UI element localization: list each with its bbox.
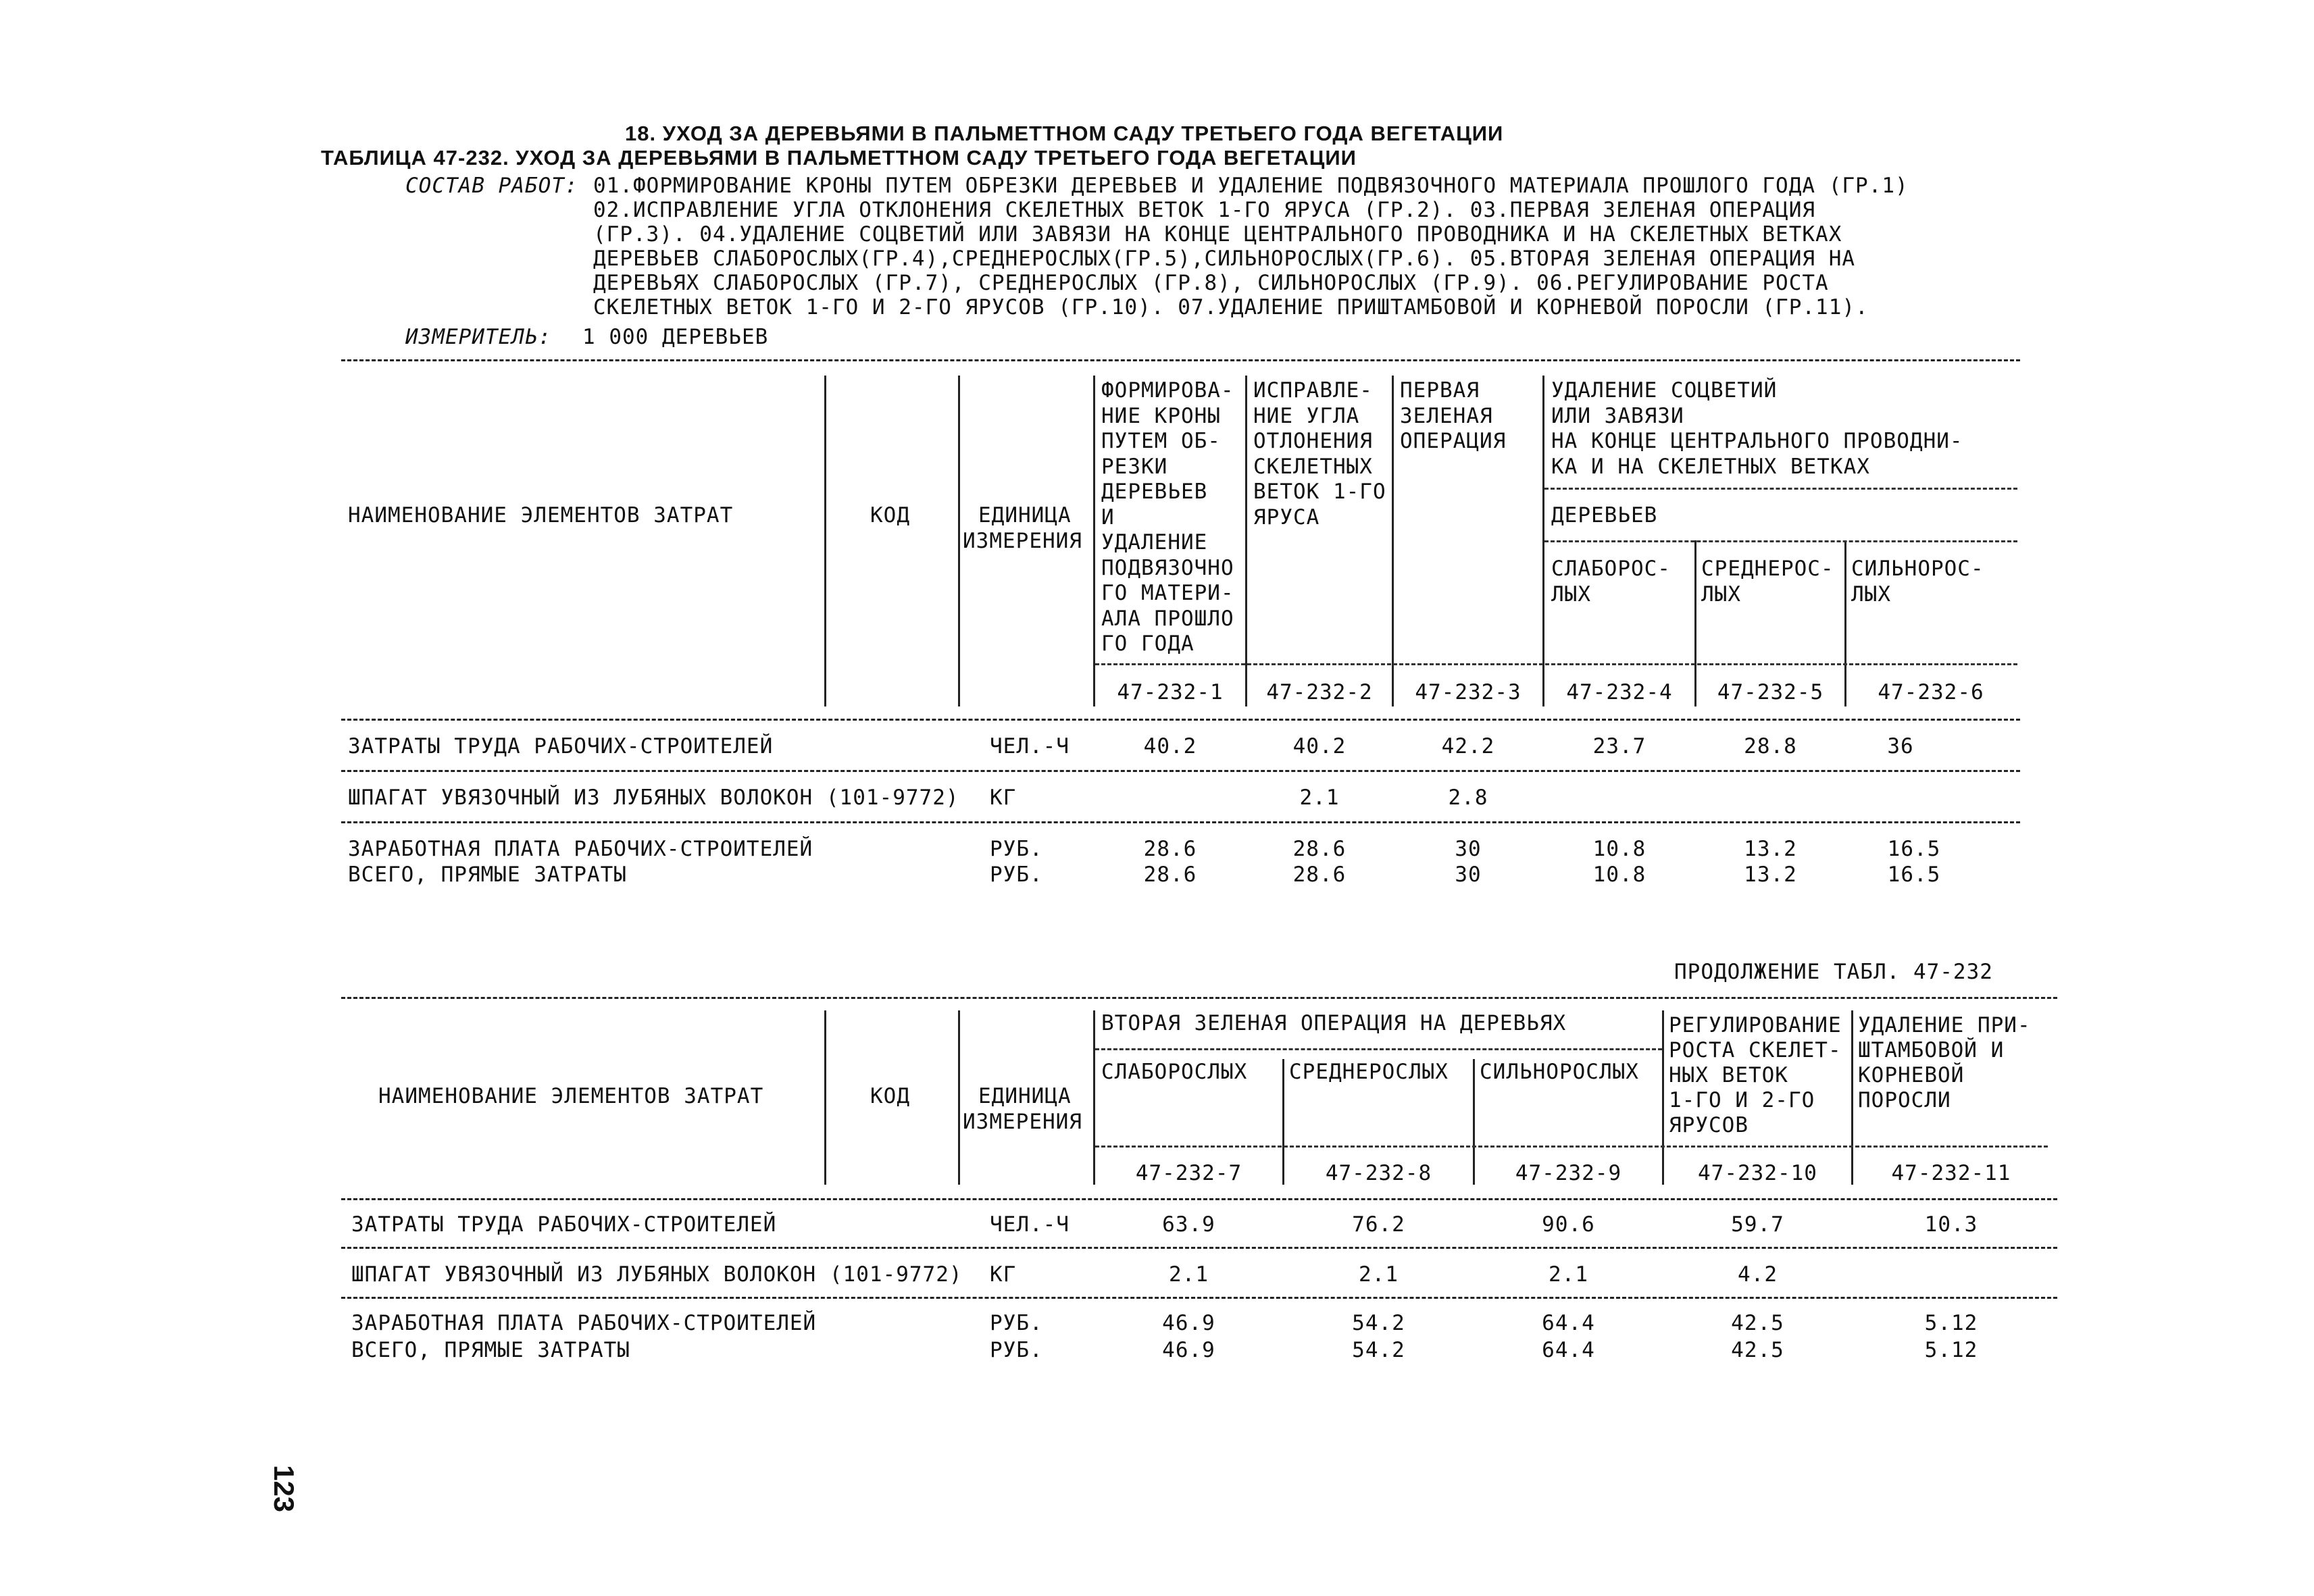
t1-row-rule — [341, 770, 2020, 772]
t2-code-7: 47-232-7 — [1135, 1161, 1242, 1185]
t2-header-bottom-rule — [341, 1198, 2057, 1200]
table-title: ТАБЛИЦА 47-232. УХОД ЗА ДЕРЕВЬЯМИ В ПАЛЬМЕТТНОМ САДУ ТРЕТЬЕГО ГОДА ВЕГЕТАЦИИ — [321, 146, 1357, 170]
row-unit: РУБ. — [990, 1311, 1043, 1335]
row-value: 40.2 — [1143, 734, 1197, 758]
t1-col1-head: ФОРМИРОВА- НИЕ КРОНЫ ПУТЕМ ОБ- РЕЗКИ ДЕРЕВЬЕВ И УДАЛЕНИЕ ПОДВЯЗОЧНО ГО МАТЕРИ- АЛА ПРОШЛО ГО ГОДА — [1101, 378, 1234, 656]
t2-col9-head: СИЛЬНОРОСЛЫХ — [1480, 1060, 1639, 1084]
row-value: 28.6 — [1292, 863, 1347, 887]
row-value: 28.8 — [1744, 734, 1797, 758]
row-value: 46.9 — [1162, 1338, 1215, 1362]
row-value: 16.5 — [1887, 837, 1941, 861]
t1-vline-code — [958, 376, 960, 706]
row-value: 30 — [1455, 863, 1482, 887]
work-line-1: 01.ФОРМИРОВАНИЕ КРОНЫ ПУТЕМ ОБРЕЗКИ ДЕРЕВЬЕВ И УДАЛЕНИЕ ПОДВЯЗОЧНОГО МАТЕРИАЛА ПРОШЛОГО ГОДА (ГР.1) — [593, 174, 1909, 198]
row-name: ЗАТРАТЫ ТРУДА РАБОЧИХ-СТРОИТЕЛЕЙ — [348, 734, 774, 758]
t2-code-8: 47-232-8 — [1325, 1161, 1432, 1185]
t1-code-4: 47-232-4 — [1566, 680, 1673, 704]
t1-head-unit-1: ЕДИНИЦА — [978, 503, 1072, 527]
row-unit: РУБ. — [990, 863, 1043, 887]
t2-code-10: 47-232-10 — [1698, 1161, 1817, 1185]
work-line-2: 02.ИСПРАВЛЕНИЕ УГЛА ОТКЛОНЕНИЯ СКЕЛЕТНЫХ ВЕТОК 1-ГО ЯРУСА (ГР.2). 03.ПЕРВАЯ ЗЕЛЕНАЯ ОПЕРАЦИЯ — [593, 198, 1816, 222]
row-name: ВСЕГО, ПРЯМЫЕ ЗАТРАТЫ — [348, 863, 627, 887]
row-value: 2.1 — [1299, 786, 1340, 810]
t1-col4-head: СЛАБОРОС- ЛЫХ — [1551, 557, 1671, 607]
row-value: 28.6 — [1143, 837, 1197, 861]
row-unit: КГ — [990, 1262, 1017, 1287]
t2-col7-head: СЛАБОРОСЛЫХ — [1101, 1060, 1248, 1084]
work-line-5: ДЕРЕВЬЯХ СЛАБОРОСЛЫХ (ГР.7), СРЕДНЕРОСЛЫХ (ГР.8), СИЛЬНОРОСЛЫХ (ГР.9). 06.РЕГУЛИРОВАНИЕ РОСТА — [593, 271, 1829, 295]
t1-rule-subgroup — [1544, 540, 2017, 542]
row-value: 2.1 — [1549, 1262, 1588, 1287]
t2-col10-head: РЕГУЛИРОВАНИЕ РОСТА СКЕЛЕТ- НЫХ ВЕТОК 1-ГО И 2-ГО ЯРУСОВ — [1669, 1013, 1842, 1137]
t1-col3-head: ПЕРВАЯ ЗЕЛЕНАЯ ОПЕРАЦИЯ — [1400, 378, 1507, 453]
continuation-label: ПРОДОЛЖЕНИЕ ТАБЛ. 47-232 — [1674, 960, 1993, 984]
row-value: 40.2 — [1292, 734, 1347, 758]
t1-code-6: 47-232-6 — [1878, 680, 1984, 704]
page-number: 123 — [268, 1464, 301, 1513]
t2-row-rule — [341, 1297, 2057, 1299]
t1-head-unit-2: ИЗМЕРЕНИЯ — [963, 529, 1082, 553]
work-line-3: (ГР.3). 04.УДАЛЕНИЕ СОЦВЕТИЙ ИЛИ ЗАВЯЗИ НА КОНЦЕ ЦЕНТРАЛЬНОГО ПРОВОДНИКА И НА СКЕЛЕТНЫХ ВЕТКАХ — [593, 222, 1842, 247]
work-line-4: ДЕРЕВЬЕВ СЛАБОРОСЛЫХ(ГР.4),СРЕДНЕРОСЛЫХ(ГР.5),СИЛЬНОРОСЛЫХ(ГР.6). 05.ВТОРАЯ ЗЕЛЕНАЯ ОПЕРАЦИЯ НА — [593, 247, 1856, 271]
t2-head-unit-2: ИЗМЕРЕНИЯ — [963, 1110, 1082, 1134]
t2-vline-name — [824, 1010, 826, 1185]
row-value: 63.9 — [1162, 1212, 1215, 1237]
t1-vline-c1 — [1245, 376, 1247, 706]
t2-code-11: 47-232-11 — [1891, 1161, 2011, 1185]
row-unit: КГ — [990, 786, 1017, 810]
t1-rule-codes — [1095, 663, 2017, 665]
t2-head-code: КОД — [870, 1084, 910, 1108]
row-value: 13.2 — [1744, 837, 1797, 861]
t2-rule-group — [1095, 1048, 1662, 1050]
t2-vline-c9 — [1662, 1010, 1664, 1185]
row-value: 36 — [1887, 734, 1914, 758]
t1-vline-unit — [1093, 376, 1095, 706]
row-unit: ЧЕЛ.-Ч — [990, 734, 1070, 758]
row-value: 4.2 — [1738, 1262, 1778, 1287]
row-name: ШПАГАТ УВЯЗОЧНЫЙ ИЗ ЛУБЯНЫХ ВОЛОКОН (101-9772) — [348, 786, 959, 810]
t1-code-2: 47-232-2 — [1266, 680, 1373, 704]
table1-top-rule — [341, 359, 2020, 361]
row-unit: РУБ. — [990, 837, 1043, 861]
row-value: 28.6 — [1143, 863, 1197, 887]
t1-vline-name — [824, 376, 826, 706]
row-value: 23.7 — [1592, 734, 1646, 758]
row-name: ШПАГАТ УВЯЗОЧНЫЙ ИЗ ЛУБЯНЫХ ВОЛОКОН (101-9772) — [351, 1262, 963, 1287]
t1-rule-group — [1544, 488, 2017, 490]
t1-col2-head: ИСПРАВЛЕ- НИЕ УГЛА ОТЛОНЕНИЯ СКЕЛЕТНЫХ ВЕТОК 1-ГО ЯРУСА — [1253, 378, 1386, 530]
row-value: 10.3 — [1924, 1212, 1978, 1237]
row-value: 28.6 — [1292, 837, 1347, 861]
row-value: 10.8 — [1592, 863, 1646, 887]
t1-row-rule — [341, 821, 2020, 823]
t1-code-1: 47-232-1 — [1117, 680, 1224, 704]
t1-subgroup-head: ДЕРЕВЬЕВ — [1551, 503, 1658, 527]
meter-label: ИЗМЕРИТЕЛЬ: — [405, 325, 552, 349]
t2-code-9: 47-232-9 — [1515, 1161, 1622, 1185]
row-value: 2.1 — [1169, 1262, 1209, 1287]
row-name: ВСЕГО, ПРЯМЫЕ ЗАТРАТЫ — [351, 1338, 630, 1362]
row-value: 5.12 — [1924, 1338, 1978, 1362]
t2-vline-code — [958, 1010, 960, 1185]
t2-row-rule — [341, 1247, 2057, 1249]
t1-head-code: КОД — [870, 503, 910, 527]
row-value: 64.4 — [1542, 1311, 1595, 1335]
t1-vline-c2 — [1392, 376, 1394, 706]
row-value: 30 — [1455, 837, 1482, 861]
section-title: 18. УХОД ЗА ДЕРЕВЬЯМИ В ПАЛЬМЕТТНОМ САДУ ТРЕТЬЕГО ГОДА ВЕГЕТАЦИИ — [625, 122, 1504, 145]
row-value: 5.12 — [1924, 1311, 1978, 1335]
row-name: ЗАТРАТЫ ТРУДА РАБОЧИХ-СТРОИТЕЛЕЙ — [351, 1212, 777, 1237]
row-value: 16.5 — [1887, 863, 1941, 887]
t1-code-3: 47-232-3 — [1415, 680, 1521, 704]
row-value: 90.6 — [1542, 1212, 1595, 1237]
t2-col8-head: СРЕДНЕРОСЛЫХ — [1289, 1060, 1449, 1084]
t1-col5-head: СРЕДНЕРОС- ЛЫХ — [1701, 557, 1834, 607]
t2-rule-codes — [1095, 1145, 2048, 1148]
row-name: ЗАРАБОТНАЯ ПЛАТА РАБОЧИХ-СТРОИТЕЛЕЙ — [348, 837, 813, 861]
row-value: 46.9 — [1162, 1311, 1215, 1335]
row-value: 64.4 — [1542, 1338, 1595, 1362]
t2-head-name: НАИМЕНОВАНИЕ ЭЛЕМЕНТОВ ЗАТРАТ — [378, 1084, 764, 1108]
row-value: 54.2 — [1352, 1338, 1405, 1362]
t2-head-unit-1: ЕДИНИЦА — [978, 1084, 1072, 1108]
row-unit: РУБ. — [990, 1338, 1043, 1362]
t2-group-head: ВТОРАЯ ЗЕЛЕНАЯ ОПЕРАЦИЯ НА ДЕРЕВЬЯХ — [1101, 1011, 1567, 1035]
work-composition-label: СОСТАВ РАБОТ: — [405, 174, 578, 198]
table2-top-rule — [341, 997, 2057, 999]
t1-group-head: УДАЛЕНИЕ СОЦВЕТИЙ ИЛИ ЗАВЯЗИ НА КОНЦЕ ЦЕНТРАЛЬНОГО ПРОВОДНИ- КА И НА СКЕЛЕТНЫХ ВЕТКАХ — [1551, 378, 1963, 479]
row-value: 76.2 — [1352, 1212, 1405, 1237]
row-value: 13.2 — [1744, 863, 1797, 887]
row-value: 42.5 — [1731, 1311, 1784, 1335]
row-value: 42.5 — [1731, 1338, 1784, 1362]
row-value: 2.8 — [1448, 786, 1488, 810]
t1-col6-head: СИЛЬНОРОС- ЛЫХ — [1851, 557, 1984, 607]
row-unit: ЧЕЛ.-Ч — [990, 1212, 1070, 1237]
row-value: 2.1 — [1359, 1262, 1399, 1287]
row-value: 42.2 — [1441, 734, 1495, 758]
t2-vline-c10 — [1851, 1010, 1853, 1185]
row-value: 59.7 — [1731, 1212, 1784, 1237]
t2-vline-unit — [1093, 1010, 1095, 1185]
row-name: ЗАРАБОТНАЯ ПЛАТА РАБОЧИХ-СТРОИТЕЛЕЙ — [351, 1311, 817, 1335]
meter-value: 1 000 ДЕРЕВЬЕВ — [582, 325, 769, 349]
t2-col11-head: УДАЛЕНИЕ ПРИ- ШТАМБОВОЙ И КОРНЕВОЙ ПОРОСЛИ — [1858, 1013, 2031, 1112]
t1-head-name: НАИМЕНОВАНИЕ ЭЛЕМЕНТОВ ЗАТРАТ — [348, 503, 734, 527]
row-value: 10.8 — [1592, 837, 1646, 861]
t1-header-bottom-rule — [341, 719, 2020, 721]
row-value: 54.2 — [1352, 1311, 1405, 1335]
work-line-6: СКЕЛЕТНЫХ ВЕТОК 1-ГО И 2-ГО ЯРУСОВ (ГР.10). 07.УДАЛЕНИЕ ПРИШТАМБОВОЙ И КОРНЕВОЙ ПОРОСЛИ (ГР.11). — [593, 295, 1869, 319]
t1-code-5: 47-232-5 — [1717, 680, 1824, 704]
